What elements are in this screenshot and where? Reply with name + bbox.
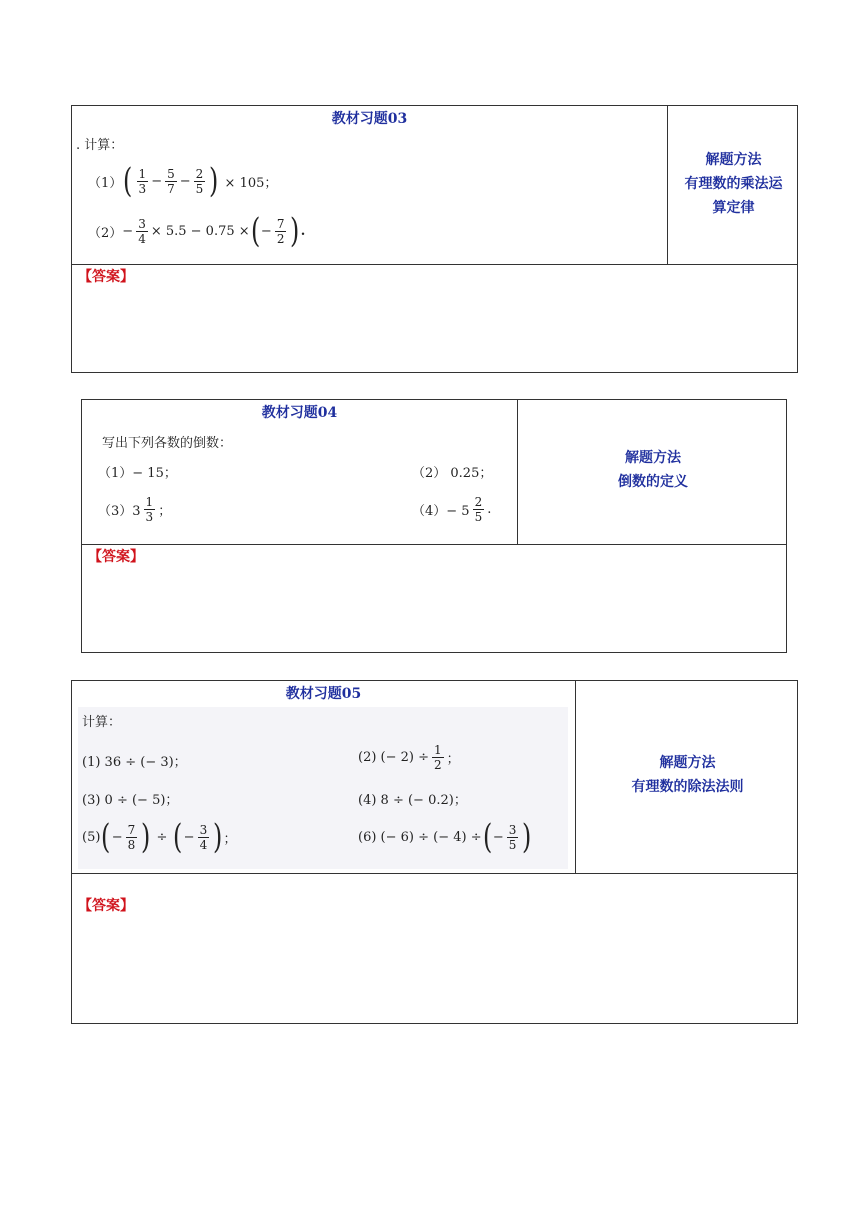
fraction <box>165 167 177 196</box>
fraction <box>473 495 485 524</box>
item-1: （1）− 15； <box>98 466 177 481</box>
denominator: 4 <box>199 837 208 852</box>
expression-2 <box>88 208 305 254</box>
left-paren: ( <box>250 211 260 251</box>
operator: − <box>183 829 195 845</box>
problem-title: 教材习题03 <box>331 111 408 127</box>
numerator: 1 <box>145 494 154 509</box>
right-paren: ) <box>522 817 532 857</box>
denominator: 3 <box>138 181 147 196</box>
fraction <box>126 823 138 852</box>
fraction <box>432 743 444 772</box>
right-paren: ) <box>209 161 219 201</box>
right-paren: ) <box>290 211 300 251</box>
expression-middle: × 5.5 − 0.75 × <box>150 223 250 239</box>
operator: − <box>111 829 123 845</box>
item-4 <box>412 490 491 528</box>
left-paren: ( <box>101 817 111 857</box>
numerator: 1 <box>434 742 442 757</box>
numerator: 2 <box>474 494 483 509</box>
denominator: 5 <box>508 837 517 852</box>
left-paren: ( <box>482 817 492 857</box>
item-2: （2） 0.25； <box>412 466 493 481</box>
left-paren: ( <box>173 817 183 857</box>
expression-tail: . <box>300 223 306 239</box>
item-label: （1） <box>88 175 123 191</box>
numerator: 7 <box>127 822 136 837</box>
left-paren: ( <box>123 161 133 201</box>
denominator: 4 <box>138 231 146 246</box>
divider-horizontal <box>72 873 797 874</box>
item-2 <box>358 737 460 777</box>
denominator: 7 <box>167 181 175 196</box>
method-heading: 解题方法 <box>659 755 716 771</box>
item-3 <box>98 490 171 528</box>
method-line: 倒数的定义 <box>618 474 688 490</box>
item-1: (1) 36 ÷ (− 3)； <box>82 755 187 770</box>
numerator: 1 <box>138 166 147 181</box>
numerator: 5 <box>167 166 175 181</box>
problem-title: 教材习题04 <box>261 405 338 421</box>
item-label: (2) (− 2) ÷ <box>358 749 430 765</box>
numerator: 3 <box>138 216 146 231</box>
item-tail: . <box>487 501 492 517</box>
method-panel <box>518 446 788 494</box>
item-tail: ； <box>158 503 172 519</box>
denominator: 8 <box>127 837 136 852</box>
expression-1 <box>88 158 277 204</box>
answer-label: 【答案】 <box>88 549 144 565</box>
fraction <box>137 167 149 196</box>
fraction <box>136 217 148 246</box>
item-label: （3）3 <box>98 503 141 519</box>
operator: ÷ <box>156 829 168 845</box>
operator: − <box>260 223 272 239</box>
operator: − <box>122 223 134 239</box>
item-label: （2） <box>88 225 123 241</box>
method-line: 有理数的除法法则 <box>631 779 744 795</box>
denominator: 3 <box>145 509 154 524</box>
numerator: 2 <box>195 166 204 181</box>
method-line: 算定律 <box>712 200 755 216</box>
fraction <box>507 823 519 852</box>
problem-box-05 <box>71 680 798 1024</box>
item-5 <box>82 815 237 859</box>
item-6 <box>358 815 533 859</box>
item-tail: ； <box>223 831 237 847</box>
item-tail: ； <box>446 751 460 767</box>
method-panel <box>668 148 799 220</box>
denominator: 2 <box>276 231 285 246</box>
expression-tail: × 105； <box>224 175 278 191</box>
method-panel <box>576 751 799 799</box>
divider-horizontal <box>82 544 786 545</box>
fraction <box>198 823 210 852</box>
problem-intro: . 计算： <box>76 138 124 153</box>
right-paren: ) <box>141 817 151 857</box>
item-3: (3) 0 ÷ (− 5)； <box>82 793 179 808</box>
denominator: 5 <box>195 181 204 196</box>
answer-label: 【答案】 <box>78 898 134 914</box>
operator: − <box>492 829 504 845</box>
fraction <box>144 495 156 524</box>
problem-intro: 计算： <box>82 715 122 730</box>
fraction <box>194 167 206 196</box>
problem-intro: 写出下列各数的倒数： <box>102 436 233 451</box>
item-label: (6) (− 6) ÷ (− 4) ÷ <box>358 829 482 845</box>
item-4: (4) 8 ÷ (− 0.2)； <box>358 793 467 808</box>
method-heading: 解题方法 <box>625 450 681 466</box>
divider-horizontal <box>72 264 797 265</box>
numerator: 3 <box>199 822 208 837</box>
right-paren: ) <box>213 817 223 857</box>
operator: − <box>179 173 191 189</box>
item-label: （4）− 5 <box>412 503 470 519</box>
method-line: 有理数的乘法运 <box>684 176 783 192</box>
denominator: 5 <box>474 509 483 524</box>
operator: − <box>151 173 163 189</box>
answer-label: 【答案】 <box>78 269 134 285</box>
numerator: 7 <box>276 216 285 231</box>
fraction <box>275 217 287 246</box>
method-heading: 解题方法 <box>705 152 762 168</box>
denominator: 2 <box>434 757 442 772</box>
problem-box-03 <box>71 105 798 373</box>
problem-title: 教材习题05 <box>285 686 362 702</box>
problem-box-04 <box>81 399 787 653</box>
numerator: 3 <box>508 822 517 837</box>
item-label: (5) <box>82 829 101 845</box>
